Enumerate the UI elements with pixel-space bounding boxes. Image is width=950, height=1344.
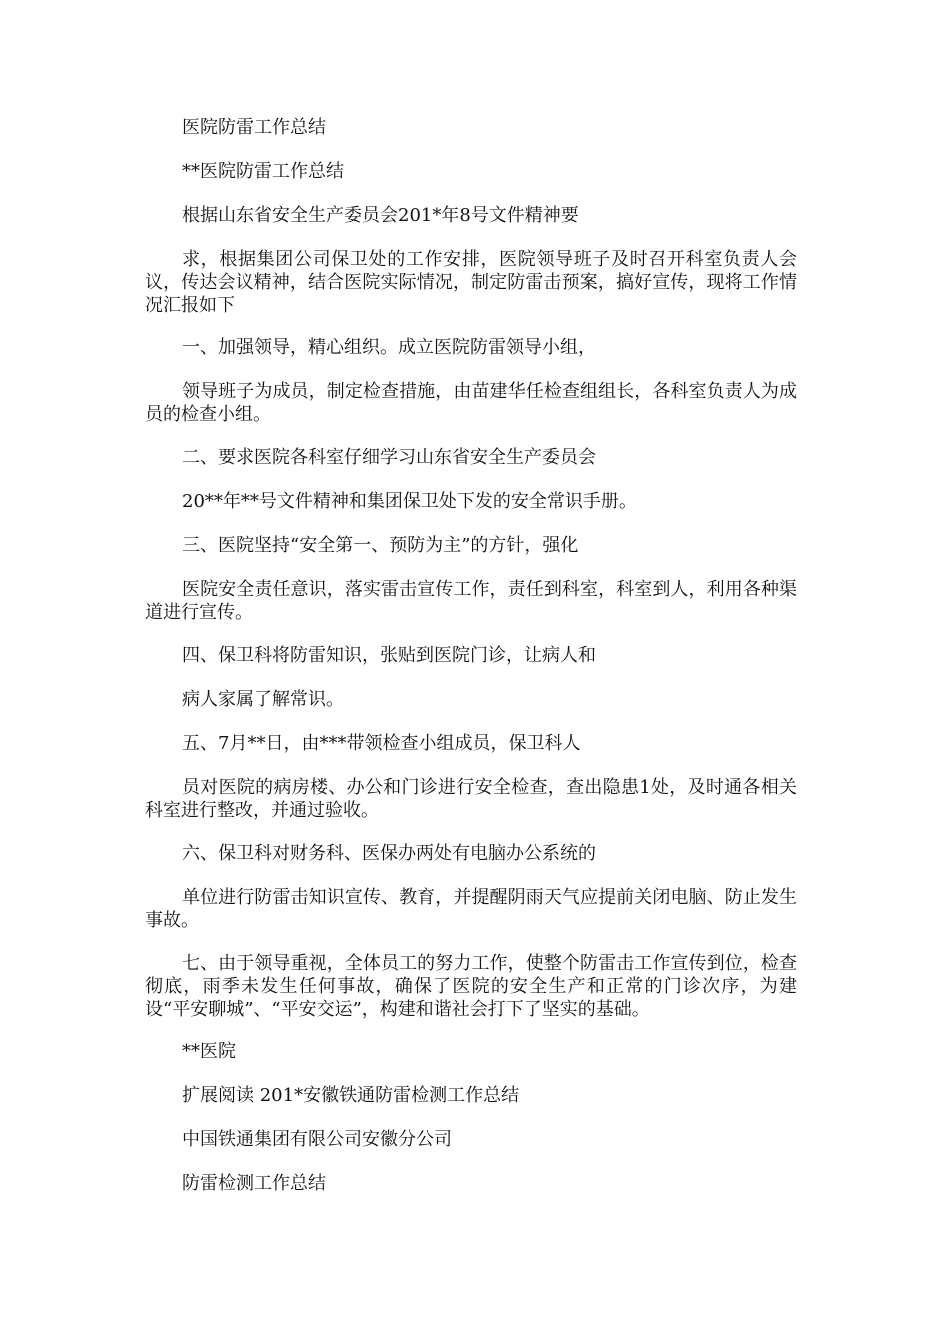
section-5-body: 员对医院的病房楼、办公和门诊进行安全检查，查出隐患1处，及时通各相关科室进行整改，并通过验收。 <box>145 777 797 821</box>
section-6-body: 单位进行防雷击知识宣传、教育，并提醒阴雨天气应提前关闭电脑、防止发生事故。 <box>145 887 797 931</box>
company-name: 中国铁通集团有限公司安徽分公司 <box>182 1129 452 1150</box>
section-3-body: 医院安全责任意识，落实雷击宣传工作，责任到科室，科室到人，利用各种渠道进行宣传。 <box>145 579 797 623</box>
signature-line: **医院 <box>182 1041 236 1062</box>
paragraph-intro-body: 求，根据集团公司保卫处的工作安排，医院领导班子及时召开科室负责人会议，传达会议精神，结合医院实际情况，制定防雷击预案，搞好宣传，现将工作情况汇报如下 <box>145 249 797 316</box>
paragraph-intro-line: 根据山东省安全生产委员会201*年8号文件精神要 <box>182 205 579 226</box>
section-7-body: 七、由于领导重视，全体员工的努力工作，使整个防雷击工作宣传到位，检查彻底，雨季未发生任何事故，确保了医院的安全生产和正常的门诊次序，为建设“平安聊城”、“平安交运”，构建和谐社会打下了坚实的基础。 <box>145 953 797 1020</box>
section-4-body: 病人家属了解常识。 <box>182 689 344 710</box>
section-3-heading: 三、医院坚持“安全第一、预防为主”的方针，强化 <box>182 535 579 556</box>
extended-report-title: 防雷检测工作总结 <box>182 1173 326 1194</box>
section-2-heading: 二、要求医院各科室仔细学习山东省安全生产委员会 <box>182 447 596 468</box>
section-1-body: 领导班子为成员，制定检查措施，由苗建华任检查组组长，各科室负责人为成员的检查小组。 <box>145 381 797 425</box>
extended-reading-title: 扩展阅读 201*安徽铁通防雷检测工作总结 <box>182 1085 520 1106</box>
document-title: 医院防雷工作总结 <box>182 117 326 138</box>
report-heading: **医院防雷工作总结 <box>182 161 344 182</box>
section-1-heading: 一、加强领导，精心组织。成立医院防雷领导小组， <box>182 337 596 358</box>
section-2-body: 20**年**号文件精神和集团保卫处下发的安全常识手册。 <box>182 491 637 512</box>
section-6-heading: 六、保卫科对财务科、医保办两处有电脑办公系统的 <box>182 843 596 864</box>
section-4-heading: 四、保卫科将防雷知识，张贴到医院门诊，让病人和 <box>182 645 596 666</box>
section-5-heading: 五、7月**日，由***带领检查小组成员，保卫科人 <box>182 733 581 754</box>
